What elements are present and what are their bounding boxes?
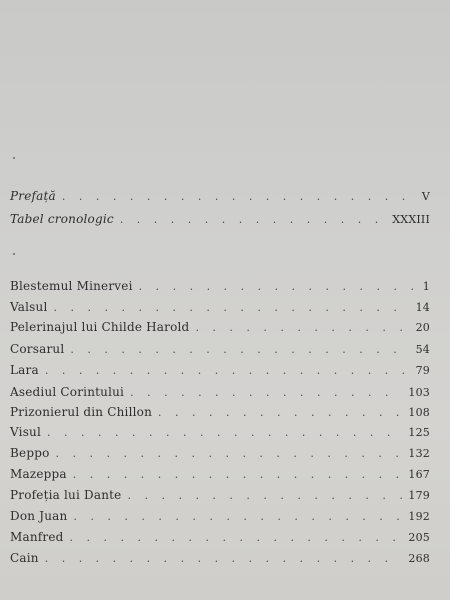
toc-entry xyxy=(10,300,430,318)
dot-leader xyxy=(56,447,403,460)
toc-entry-page: 108 xyxy=(408,406,430,419)
toc-entry-page: 205 xyxy=(408,531,430,544)
toc-entry-title: Corsarul xyxy=(10,342,65,356)
toc-entry-page: XXXIII xyxy=(392,213,430,226)
toc-entry xyxy=(10,509,430,527)
toc-entry-title: Blestemul Minervei xyxy=(10,279,133,293)
toc-entry-title: Don Juan xyxy=(10,509,68,523)
dot-leader xyxy=(70,531,403,544)
dot-leader xyxy=(195,321,409,334)
toc-entry-title: Prefață xyxy=(10,189,56,203)
toc-entry xyxy=(10,467,430,485)
dot-leader xyxy=(45,364,410,377)
toc-entry-page: V xyxy=(421,190,430,203)
toc-entry-page: 1 xyxy=(422,280,430,293)
toc-entry-prefata xyxy=(10,189,430,207)
toc-entry xyxy=(10,342,430,360)
toc-entry-title: Manfred xyxy=(10,530,64,544)
toc-entry-page: 167 xyxy=(408,468,430,481)
toc-entry xyxy=(10,488,430,506)
toc-entry-page: 103 xyxy=(408,386,430,399)
toc-entry-title: Visul xyxy=(10,425,42,439)
dot-leader xyxy=(47,426,402,439)
toc-entry-page: 132 xyxy=(408,447,430,460)
toc-entry-title: Valsul xyxy=(10,300,48,314)
dot-leader xyxy=(53,301,409,314)
dot-leader xyxy=(120,213,386,226)
toc-entry-tabel-cronologic xyxy=(10,212,430,230)
dot-leader xyxy=(139,280,417,293)
toc-entry-title: Profeția lui Dante xyxy=(10,488,122,502)
stray-mark xyxy=(13,157,15,159)
dot-leader xyxy=(73,510,402,523)
toc-entry-page: 268 xyxy=(408,552,430,565)
toc-entry-title: Tabel cronologic xyxy=(10,212,114,226)
toc-entry-title: Asediul Corintului xyxy=(10,385,125,399)
dot-leader xyxy=(130,386,402,399)
toc-entry xyxy=(10,551,430,569)
toc-entry-page: 192 xyxy=(408,510,430,523)
toc-entry-title: Cain xyxy=(10,551,39,565)
toc-entry xyxy=(10,446,430,464)
toc-entry-page: 54 xyxy=(415,343,430,356)
toc-entry xyxy=(10,425,430,443)
dot-leader xyxy=(62,190,416,203)
toc-entry-title: Prizonierul din Chillon xyxy=(10,405,153,419)
toc-entry xyxy=(10,405,430,423)
toc-entry-page: 14 xyxy=(415,301,430,314)
toc-entry-title: Pelerinajul lui Childe Harold xyxy=(10,320,190,334)
toc-entry-title: Beppo xyxy=(10,446,50,460)
toc-entry-page: 179 xyxy=(408,489,430,502)
toc-entry xyxy=(10,385,430,403)
dot-leader xyxy=(158,406,402,419)
stray-mark xyxy=(13,253,15,255)
toc-entry xyxy=(10,320,430,338)
toc-entry-title: Mazeppa xyxy=(10,467,67,481)
toc-entry-title: Lara xyxy=(10,363,39,377)
toc-entry-page: 20 xyxy=(415,321,430,334)
toc-entry xyxy=(10,363,430,381)
dot-leader xyxy=(127,489,402,502)
dot-leader xyxy=(45,552,403,565)
toc-entry-page: 79 xyxy=(415,364,430,377)
dot-leader xyxy=(70,343,409,356)
toc-entry-page: 125 xyxy=(408,426,430,439)
dot-leader xyxy=(73,468,403,481)
toc-entry xyxy=(10,279,430,297)
toc-entry xyxy=(10,530,430,548)
